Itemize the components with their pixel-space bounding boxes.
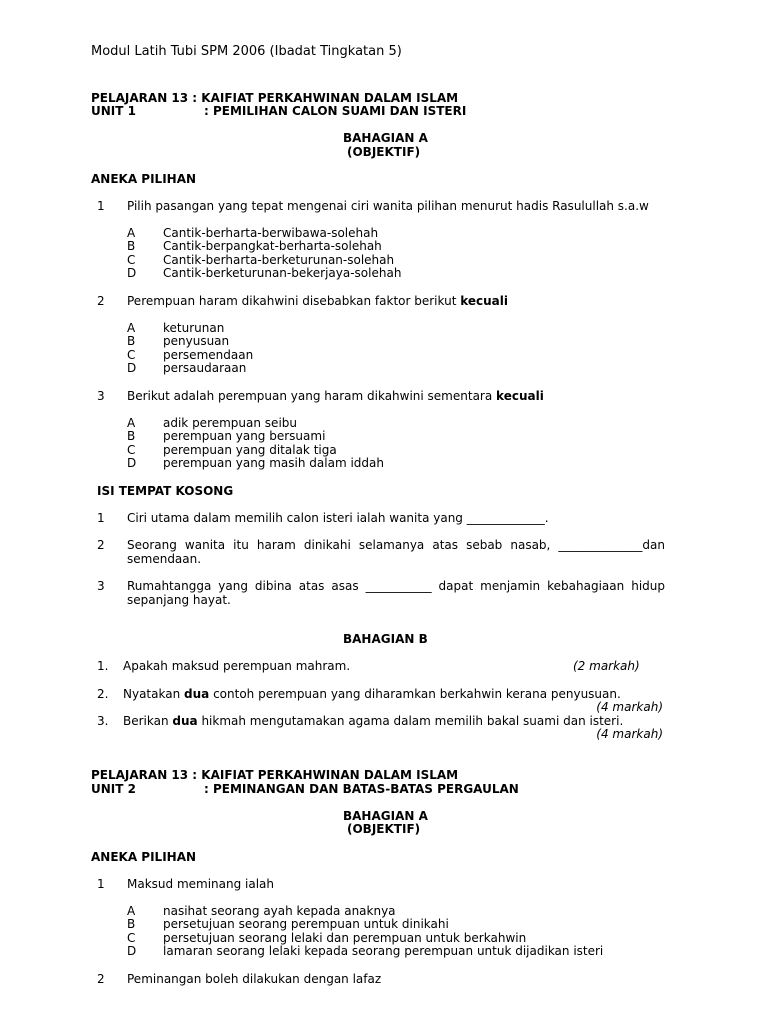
question-number: 2. <box>97 687 109 701</box>
mcq-heading: ANEKA PILIHAN <box>91 172 197 186</box>
option-text: keturunan <box>163 321 225 335</box>
option-text: persaudaraan <box>163 361 247 375</box>
option-text: nasihat seorang ayah kepada anaknya <box>163 904 396 918</box>
unit-label: UNIT 2 <box>91 782 136 796</box>
question-number: 2 <box>97 294 105 308</box>
option-letter: A <box>127 226 136 240</box>
option-letter: B <box>127 239 136 253</box>
lesson-title: PELAJARAN 13 : KAIFIAT PERKAHWINAN DALAM ISLAM <box>91 768 459 782</box>
option-letter: C <box>127 931 136 945</box>
option-text: lamaran seorang lelaki kepada seorang perempuan untuk dijadikan isteri <box>163 944 604 958</box>
question-text: Maksud meminang ialah <box>127 877 275 891</box>
question-text-cont: semendaan. <box>127 552 202 566</box>
unit-label: UNIT 1 <box>91 104 136 118</box>
option-letter: C <box>127 253 136 267</box>
lesson-title: PELAJARAN 13 : KAIFIAT PERKAHWINAN DALAM ISLAM <box>91 91 459 105</box>
section-subtitle: (OBJEKTIF) <box>347 822 421 836</box>
question-number: 3 <box>97 579 105 593</box>
fill-heading: ISI TEMPAT KOSONG <box>97 484 234 498</box>
option-letter: C <box>127 443 136 457</box>
emphasis-word: dua <box>184 687 210 701</box>
option-letter: B <box>127 334 136 348</box>
option-letter: A <box>127 321 136 335</box>
question-number: 3 <box>97 389 105 403</box>
question-number: 1 <box>97 511 105 525</box>
section-subtitle: (OBJEKTIF) <box>347 145 421 159</box>
question-text: Berikan dua hikmah mengutamakan agama dalam memilih bakal suami dan isteri. <box>123 714 624 728</box>
option-letter: D <box>127 456 137 470</box>
option-letter: D <box>127 944 137 958</box>
section-title: BAHAGIAN A <box>343 809 428 823</box>
emphasis-word: kecuali <box>460 294 508 308</box>
question-text: Pilih pasangan yang tepat mengenai ciri wanita pilihan menurut hadis Rasulullah s.a.w <box>127 199 649 213</box>
question-text: Perempuan haram dikahwini disebabkan faktor berikut kecuali <box>127 294 508 308</box>
option-text: Cantik-berketurunan-bekerjaya-solehah <box>163 266 402 280</box>
page-header: Modul Latih Tubi SPM 2006 (Ibadat Tingkatan 5) <box>91 44 402 59</box>
unit-title: : PEMINANGAN DAN BATAS-BATAS PERGAULAN <box>204 782 519 796</box>
question-text: Peminangan boleh dilakukan dengan lafaz <box>127 972 382 986</box>
question-text: Nyatakan dua contoh perempuan yang diharamkan berkahwin kerana penyusuan. <box>123 687 621 701</box>
option-letter: B <box>127 429 136 443</box>
question-text: Seorang wanita itu haram dinikahi selamanya atas sebab nasab, ______________dan <box>127 538 665 552</box>
option-letter: A <box>127 416 136 430</box>
mcq-heading: ANEKA PILIHAN <box>91 850 197 864</box>
option-text: penyusuan <box>163 334 230 348</box>
option-text: perempuan yang masih dalam iddah <box>163 456 384 470</box>
option-letter: A <box>127 904 136 918</box>
option-text: Cantik-berharta-berketurunan-solehah <box>163 253 395 267</box>
option-text: Cantik-berpangkat-berharta-solehah <box>163 239 382 253</box>
question-text: Apakah maksud perempuan mahram. <box>123 659 351 673</box>
question-number: 2 <box>97 538 105 552</box>
section-title: BAHAGIAN B <box>343 632 428 646</box>
option-text: adik perempuan seibu <box>163 416 297 430</box>
option-text: persetujuan seorang lelaki dan perempuan untuk berkahwin <box>163 931 527 945</box>
section-title: BAHAGIAN A <box>343 131 428 145</box>
question-number: 3. <box>97 714 109 728</box>
marks-label: (4 markah) <box>596 700 663 714</box>
question-text: Berikut adalah perempuan yang haram dikahwini sementara kecuali <box>127 389 544 403</box>
option-text: persetujuan seorang perempuan untuk dinikahi <box>163 917 449 931</box>
question-number: 2 <box>97 972 105 986</box>
option-letter: B <box>127 917 136 931</box>
marks-label: (4 markah) <box>596 727 663 741</box>
option-letter: D <box>127 361 137 375</box>
option-text: perempuan yang ditalak tiga <box>163 443 337 457</box>
option-letter: C <box>127 348 136 362</box>
question-text-cont: sepanjang hayat. <box>127 593 231 607</box>
option-letter: D <box>127 266 137 280</box>
question-number: 1 <box>97 199 105 213</box>
option-text: perempuan yang bersuami <box>163 429 326 443</box>
question-number: 1. <box>97 659 109 673</box>
emphasis-word: dua <box>172 714 198 728</box>
emphasis-word: kecuali <box>496 389 544 403</box>
option-text: Cantik-berharta-berwibawa-solehah <box>163 226 379 240</box>
question-text: Ciri utama dalam memilih calon isteri ialah wanita yang _____________. <box>127 511 549 525</box>
marks-label: (2 markah) <box>573 659 640 673</box>
option-text: persemendaan <box>163 348 254 362</box>
question-number: 1 <box>97 877 105 891</box>
unit-title: : PEMILIHAN CALON SUAMI DAN ISTERI <box>204 104 467 118</box>
question-text: Rumahtangga yang dibina atas asas ___________ dapat menjamin kebahagiaan hidup <box>127 579 665 593</box>
